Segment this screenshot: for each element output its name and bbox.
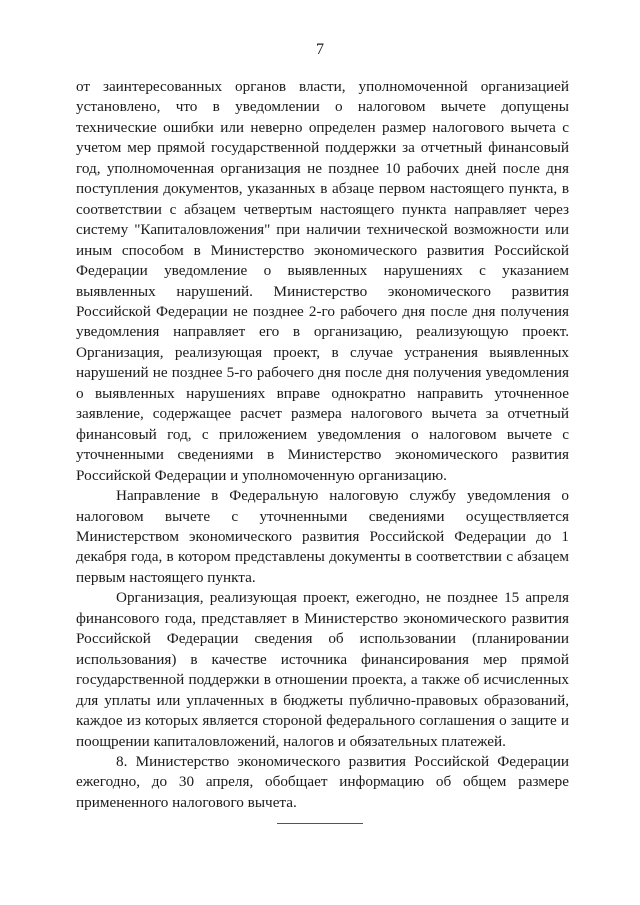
paragraph-notification-direction: Направление в Федеральную налоговую службу уведомления о налоговом вычете с уточненными сведениями осуществляется Министерством экономического развития Российской Федерации до 1 декабря года, в котором представлены документы в соответствии с абзацем первым настоящего пункта.: [76, 487, 569, 586]
page-number: 7: [316, 41, 324, 58]
paragraph-continuation: от заинтересованных органов власти, уполномоченной организацией установлено, что в уведомлении о налоговом вычете допущены технические ошибки или неверно определен размер налогового вычета с учетом мер прямой государственной поддержки за отчетный финансовый год, уполномоченная организация не позднее 10 рабочих дней после дня поступления документов, указанных в абзаце первом настоящего пункта, в соответствии с абзацем четвертым настоящего пункта направляет через систему "Капиталовложения" при наличии технической возможности или иным способом в Министерство экономического развития Российской Федерации уведомление о выявленных нарушениях с указанием выявленных нарушений. Министерство экономического развития Российской Федерации не позднее 2-го рабочего дня после дня получения уведомления направляет его в организацию, реализующую проект. Организация, реализующая проект, в случае устранения выявленных нарушений не позднее 5-го рабочего дня после дня получения уведомления о выявленных нарушениях вправе однократно направить уточненное заявление, содержащее расчет размера налогового вычета за отчетный финансовый год, с приложением уведомления о налоговом вычете с уточненными сведениями в Министерство экономического развития Российской Федерации и уполномоченную организацию.: [76, 78, 569, 484]
paragraph-item-8: 8. Министерство экономического развития Российской Федерации ежегодно, до 30 апреля, обобщает информацию об общем размере примененного налогового вычета.: [76, 752, 569, 811]
footer-divider: [277, 823, 363, 824]
paragraph-organization-reporting: Организация, реализующая проект, ежегодно, не позднее 15 апреля финансового года, представляет в Министерство экономического развития Российской Федерации сведения об использовании (планировании использования) в качестве источника финансирования мер прямой государственной поддержки в отношении проекта, а также об исчисленных для уплаты или уплаченных в бюджеты публично-правовых образований, каждое из которых является стороной федерального соглашения о защите и поощрении капиталовложений, налогов и обязательных платежей.: [76, 589, 569, 750]
document-body: [76, 77, 569, 813]
